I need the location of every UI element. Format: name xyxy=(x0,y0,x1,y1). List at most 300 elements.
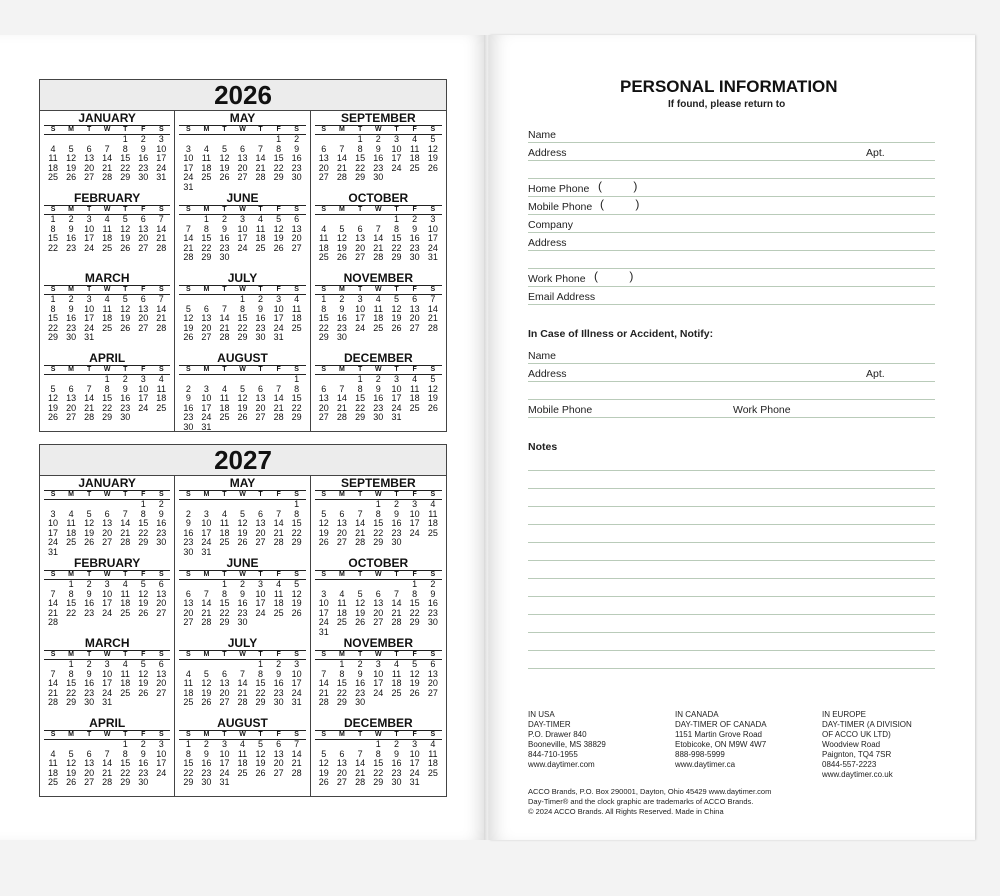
weekday-label: T xyxy=(357,286,363,293)
weekday-label: S xyxy=(50,286,56,293)
weekday-label: W xyxy=(375,571,382,578)
day-cell: 1 xyxy=(339,659,345,669)
day-cell: 31 xyxy=(48,546,59,556)
day-cell: 17 xyxy=(84,233,95,243)
weekday-label: T xyxy=(258,651,263,658)
day-cell: 20 xyxy=(237,162,248,173)
day-cell: 16 xyxy=(183,402,194,413)
day-cell xyxy=(406,173,424,183)
day-cell: 29 xyxy=(318,332,329,342)
day-cell: 29 xyxy=(120,172,131,182)
weekday-label: S xyxy=(321,126,327,133)
address-line: DAY-TIMER (A DIVISION xyxy=(822,720,912,729)
day-cell: 4 xyxy=(375,294,381,304)
day-cell: 10 xyxy=(102,588,113,599)
day-cell: 30 xyxy=(219,252,230,262)
day-cell: 26 xyxy=(237,412,248,422)
day-cell: 26 xyxy=(391,322,402,333)
day-grid xyxy=(315,295,442,343)
day-cell: 12 xyxy=(48,393,59,403)
notes-line[interactable] xyxy=(528,596,935,597)
year-title: 2026 xyxy=(40,80,446,111)
weekday-label: S xyxy=(186,286,191,293)
day-cell: 28 xyxy=(102,777,113,787)
month-name: APRIL xyxy=(89,351,126,365)
day-cell: 16 xyxy=(273,678,284,688)
day-grid xyxy=(44,375,170,423)
day-cell xyxy=(270,183,288,192)
day-cell: 18 xyxy=(219,527,230,538)
day-cell: 7 xyxy=(276,508,282,519)
weekday-label: W xyxy=(375,731,382,738)
day-cell: 27 xyxy=(66,412,77,422)
address-line: DAY-TIMER xyxy=(528,720,571,729)
weekday-label: S xyxy=(430,366,436,373)
month-calendar xyxy=(175,111,309,191)
weekday-label: M xyxy=(203,366,210,373)
weekday-header xyxy=(179,650,305,660)
address-line: IN CANADA xyxy=(675,710,719,719)
weekday-label: S xyxy=(186,491,191,498)
weekday-label: S xyxy=(158,366,164,373)
weekday-label: S xyxy=(50,491,56,498)
day-cell: 11 xyxy=(319,233,329,243)
weekday-label: F xyxy=(141,126,146,133)
day-cell: 12 xyxy=(336,233,347,243)
day-cell: 4 xyxy=(412,374,418,384)
month-calendar xyxy=(175,556,309,636)
day-cell xyxy=(116,333,134,343)
notes-line[interactable] xyxy=(528,470,935,471)
weekday-label: W xyxy=(375,126,382,133)
name-label: Name xyxy=(528,129,557,141)
day-cell: 14 xyxy=(336,393,347,403)
weekday-label: S xyxy=(294,206,299,213)
day-cell: 13 xyxy=(156,588,167,599)
day-cell: 28 xyxy=(84,412,95,422)
apt-label: Apt. xyxy=(866,147,885,159)
day-cell: 25 xyxy=(219,537,230,547)
day-cell: 24 xyxy=(84,242,95,253)
day-cell: 26 xyxy=(138,607,149,618)
day-cell: 27 xyxy=(201,332,212,342)
day-cell: 8 xyxy=(321,303,327,314)
day-cell: 11 xyxy=(183,678,194,688)
day-cell: 25 xyxy=(291,322,302,333)
day-cell: 1 xyxy=(375,499,381,509)
address-line: IN USA xyxy=(528,710,555,719)
day-cell: 5 xyxy=(86,508,92,519)
notes-line[interactable] xyxy=(528,632,935,633)
day-cell: 10 xyxy=(138,383,149,394)
day-cell: 29 xyxy=(219,617,230,627)
day-cell: 26 xyxy=(318,537,329,547)
day-cell: 18 xyxy=(409,153,420,163)
company-address-field[interactable] xyxy=(528,235,935,251)
day-cell: 11 xyxy=(337,598,347,608)
day-cell: 6 xyxy=(86,143,92,154)
emergency-name-label: Name xyxy=(528,350,557,362)
day-cell: 15 xyxy=(336,678,347,688)
weekday-label: W xyxy=(239,491,246,498)
weekday-label: S xyxy=(50,126,56,133)
address-line: 844-710-1955 xyxy=(528,750,578,759)
area-code-parens: ( ) xyxy=(600,197,654,211)
weekday-label: S xyxy=(158,286,164,293)
month-grid xyxy=(40,476,446,796)
day-cell: 12 xyxy=(237,518,248,528)
day-cell: 20 xyxy=(273,758,284,768)
weekday-label: S xyxy=(186,366,191,373)
weekday-label: F xyxy=(412,651,417,658)
day-cell xyxy=(424,778,442,788)
day-cell: 24 xyxy=(219,767,230,778)
day-cell: 27 xyxy=(237,172,248,182)
day-cell: 5 xyxy=(294,579,300,589)
day-cell: 18 xyxy=(273,598,284,608)
day-cell: 6 xyxy=(357,223,363,234)
month-name: NOVEMBER xyxy=(343,271,413,285)
day-cell: 18 xyxy=(102,233,113,243)
day-grid xyxy=(315,740,442,788)
weekday-label: S xyxy=(430,491,436,498)
day-cell: 12 xyxy=(355,598,366,608)
notes-line[interactable] xyxy=(528,542,935,543)
day-cell: 27 xyxy=(255,412,266,422)
day-cell: 19 xyxy=(48,402,59,413)
day-cell xyxy=(270,548,288,557)
emergency-name-field[interactable] xyxy=(528,348,935,364)
day-cell: 13 xyxy=(273,748,284,759)
day-cell: 15 xyxy=(409,598,420,608)
day-cell: 13 xyxy=(291,223,302,234)
weekday-label: S xyxy=(294,366,299,373)
weekday-label: T xyxy=(357,651,363,658)
home-phone-field[interactable] xyxy=(528,181,935,197)
day-cell: 6 xyxy=(185,588,191,599)
day-cell: 19 xyxy=(318,767,329,778)
day-cell: 20 xyxy=(84,162,95,173)
day-cell: 31 xyxy=(409,777,420,787)
day-cell xyxy=(215,548,233,557)
day-cell: 30 xyxy=(237,617,248,627)
company-address-line-2[interactable] xyxy=(528,253,935,269)
day-cell: 15 xyxy=(237,313,248,323)
day-cell: 17 xyxy=(156,758,167,768)
day-cell: 18 xyxy=(373,313,384,323)
notes-line[interactable] xyxy=(528,668,935,669)
emergency-address-field[interactable] xyxy=(528,366,935,382)
day-cell: 7 xyxy=(158,214,164,224)
month-column xyxy=(175,476,310,796)
day-cell: 26 xyxy=(201,697,212,707)
weekday-label: F xyxy=(276,206,281,213)
weekday-label: T xyxy=(394,366,399,373)
weekday-label: W xyxy=(375,286,382,293)
day-cell xyxy=(98,333,116,343)
month-calendar xyxy=(40,271,174,351)
weekday-label: M xyxy=(203,651,210,658)
company-field[interactable] xyxy=(528,217,935,233)
email-field[interactable] xyxy=(528,289,935,305)
weekday-label: S xyxy=(294,491,299,498)
day-cell: 2 xyxy=(276,659,282,669)
day-cell: 9 xyxy=(258,303,264,314)
day-cell: 5 xyxy=(68,748,74,759)
day-cell: 24 xyxy=(318,617,329,627)
day-cell: 24 xyxy=(156,162,167,173)
day-grid xyxy=(179,135,305,191)
day-cell: 8 xyxy=(203,223,209,234)
day-cell: 21 xyxy=(273,402,284,413)
day-cell: 22 xyxy=(355,162,366,173)
day-cell: 11 xyxy=(373,303,383,314)
day-cell: 7 xyxy=(393,588,399,599)
day-cell: 7 xyxy=(321,668,327,679)
weekday-label: S xyxy=(321,366,327,373)
day-cell: 28 xyxy=(373,252,384,262)
day-cell: 25 xyxy=(48,777,59,787)
day-cell: 2 xyxy=(68,294,74,304)
day-cell: 9 xyxy=(276,668,282,679)
day-cell: 7 xyxy=(339,143,345,154)
day-cell xyxy=(98,618,116,628)
day-cell: 2 xyxy=(294,134,300,144)
weekday-header xyxy=(44,125,170,135)
day-cell: 8 xyxy=(185,748,191,759)
day-cell: 20 xyxy=(355,242,366,253)
notes-line[interactable] xyxy=(528,578,935,579)
weekday-label: S xyxy=(158,126,164,133)
day-cell: 24 xyxy=(427,242,438,253)
day-cell: 21 xyxy=(255,162,266,173)
day-cell: 27 xyxy=(156,607,167,618)
day-cell: 12 xyxy=(318,518,329,528)
emergency-mobile-label: Mobile Phone xyxy=(528,404,593,416)
day-cell: 8 xyxy=(357,143,363,154)
day-cell: 1 xyxy=(203,214,209,224)
weekday-label: F xyxy=(276,286,281,293)
day-cell: 2 xyxy=(375,134,381,144)
day-cell: 8 xyxy=(294,383,300,394)
day-cell: 17 xyxy=(102,598,113,608)
day-cell: 2 xyxy=(430,579,436,589)
day-cell: 29 xyxy=(102,412,113,422)
day-cell xyxy=(369,698,387,708)
weekday-label: M xyxy=(68,491,74,498)
month-name: NOVEMBER xyxy=(343,636,413,650)
day-cell: 21 xyxy=(373,242,384,253)
day-cell: 2 xyxy=(258,294,264,304)
notes-line[interactable] xyxy=(528,488,935,489)
day-cell xyxy=(288,548,306,557)
day-cell: 10 xyxy=(427,223,438,234)
day-cell: 18 xyxy=(120,598,131,608)
day-cell: 22 xyxy=(219,607,230,618)
day-cell: 3 xyxy=(185,143,191,154)
weekday-label: F xyxy=(276,651,281,658)
day-cell: 17 xyxy=(373,678,384,688)
day-cell: 23 xyxy=(391,767,402,778)
day-cell: 12 xyxy=(138,668,149,679)
day-cell: 12 xyxy=(84,518,95,528)
day-cell: 24 xyxy=(355,322,366,333)
day-cell: 9 xyxy=(185,518,191,528)
weekday-label: W xyxy=(103,491,111,498)
day-cell: 6 xyxy=(339,508,345,519)
day-cell: 12 xyxy=(183,313,194,323)
day-cell: 20 xyxy=(183,607,194,618)
day-cell: 8 xyxy=(140,508,146,519)
day-cell: 25 xyxy=(156,402,167,413)
day-cell xyxy=(270,618,288,628)
day-cell: 13 xyxy=(138,303,149,314)
notes-line[interactable] xyxy=(528,506,935,507)
day-cell: 30 xyxy=(291,172,302,182)
notes-line[interactable] xyxy=(528,650,935,651)
notes-line[interactable] xyxy=(528,560,935,561)
day-grid xyxy=(179,375,305,431)
day-cell: 18 xyxy=(237,758,248,768)
day-cell: 6 xyxy=(430,659,436,669)
day-cell: 7 xyxy=(357,508,363,519)
notes-line[interactable] xyxy=(528,524,935,525)
address-line: IN EUROPE xyxy=(822,710,867,719)
mobile-phone-field[interactable] xyxy=(528,199,935,215)
work-phone-field[interactable] xyxy=(528,271,935,287)
day-grid xyxy=(44,660,170,708)
name-field[interactable] xyxy=(528,127,935,143)
day-cell: 31 xyxy=(291,697,302,707)
address-line: www.daytimer.com xyxy=(528,760,595,769)
weekday-label: S xyxy=(430,126,436,133)
address-line: DAY-TIMER OF CANADA xyxy=(675,720,767,729)
day-grid xyxy=(315,660,442,708)
day-cell: 19 xyxy=(138,678,149,688)
day-cell: 12 xyxy=(66,153,77,163)
address-field[interactable] xyxy=(528,145,935,161)
day-cell xyxy=(406,628,424,637)
emergency-apt-label: Apt. xyxy=(866,368,885,380)
month-grid xyxy=(40,111,446,431)
year-title: 2027 xyxy=(40,445,446,476)
month-name: JANUARY xyxy=(78,111,136,125)
day-cell xyxy=(387,173,405,183)
day-cell: 18 xyxy=(201,162,212,173)
day-cell: 27 xyxy=(373,617,384,627)
day-cell: 3 xyxy=(104,659,110,669)
day-cell xyxy=(406,413,424,423)
day-cell: 9 xyxy=(203,748,209,759)
day-grid xyxy=(44,740,170,788)
day-cell: 16 xyxy=(291,153,302,163)
day-cell: 25 xyxy=(120,687,131,698)
day-cell: 21 xyxy=(183,242,194,253)
weekday-label: T xyxy=(258,206,263,213)
day-cell: 2 xyxy=(239,579,245,589)
emergency-address-line-2[interactable] xyxy=(528,384,935,400)
day-cell: 28 xyxy=(183,252,194,262)
weekday-label: T xyxy=(394,491,399,498)
day-cell: 20 xyxy=(219,687,230,698)
weekday-label: F xyxy=(276,126,281,133)
day-cell: 13 xyxy=(219,678,230,688)
day-cell: 24 xyxy=(409,527,420,538)
day-cell xyxy=(134,413,152,423)
day-cell: 3 xyxy=(357,294,363,304)
day-cell: 20 xyxy=(318,402,329,413)
day-cell: 13 xyxy=(427,668,438,679)
day-cell: 10 xyxy=(156,143,167,154)
day-cell: 1 xyxy=(412,579,418,589)
day-cell: 4 xyxy=(430,739,436,749)
day-cell: 29 xyxy=(373,537,384,547)
weekday-label: T xyxy=(123,571,128,578)
day-cell: 15 xyxy=(291,518,302,528)
day-cell xyxy=(215,183,233,192)
day-cell: 31 xyxy=(427,252,438,262)
day-cell: 14 xyxy=(355,758,366,768)
notes-line[interactable] xyxy=(528,614,935,615)
day-cell: 8 xyxy=(104,383,110,394)
day-cell: 24 xyxy=(391,162,402,173)
weekday-label: T xyxy=(86,286,92,293)
day-cell: 15 xyxy=(373,518,384,528)
day-cell: 23 xyxy=(138,767,149,778)
day-cell: 5 xyxy=(412,659,418,669)
day-cell: 5 xyxy=(339,223,345,234)
month-name: APRIL xyxy=(89,716,126,730)
day-cell: 5 xyxy=(239,508,245,519)
day-cell: 15 xyxy=(355,393,366,403)
day-cell xyxy=(369,333,387,343)
day-cell: 17 xyxy=(156,153,167,163)
day-cell: 30 xyxy=(427,617,438,627)
day-cell xyxy=(152,618,170,628)
day-grid xyxy=(44,500,170,556)
day-cell: 12 xyxy=(237,393,248,403)
weekday-header xyxy=(44,730,170,740)
day-cell: 26 xyxy=(120,242,131,253)
day-cell: 21 xyxy=(391,607,402,618)
day-cell: 3 xyxy=(412,739,418,749)
day-cell: 10 xyxy=(102,668,113,679)
day-cell: 6 xyxy=(321,383,327,394)
day-cell: 12 xyxy=(291,588,302,599)
weekday-label: F xyxy=(412,731,417,738)
day-cell: 3 xyxy=(412,499,418,509)
emergency-phone-field[interactable] xyxy=(528,402,935,418)
day-cell: 27 xyxy=(336,537,347,547)
weekday-label: W xyxy=(375,651,382,658)
address-block xyxy=(822,710,912,780)
month-name: AUGUST xyxy=(217,716,268,730)
day-cell: 12 xyxy=(219,153,230,163)
day-cell: 23 xyxy=(391,527,402,538)
day-cell: 16 xyxy=(138,153,149,163)
day-cell: 3 xyxy=(375,659,381,669)
day-cell: 11 xyxy=(410,143,420,154)
day-cell xyxy=(288,778,306,788)
emergency-heading: In Case of Illness or Accident, Notify: xyxy=(528,328,714,340)
address-line-2[interactable] xyxy=(528,163,935,179)
day-cell: 10 xyxy=(183,153,194,163)
day-cell: 6 xyxy=(276,739,282,749)
day-cell: 16 xyxy=(355,678,366,688)
day-cell xyxy=(252,183,270,192)
day-cell xyxy=(134,548,152,557)
day-cell: 10 xyxy=(409,748,420,759)
